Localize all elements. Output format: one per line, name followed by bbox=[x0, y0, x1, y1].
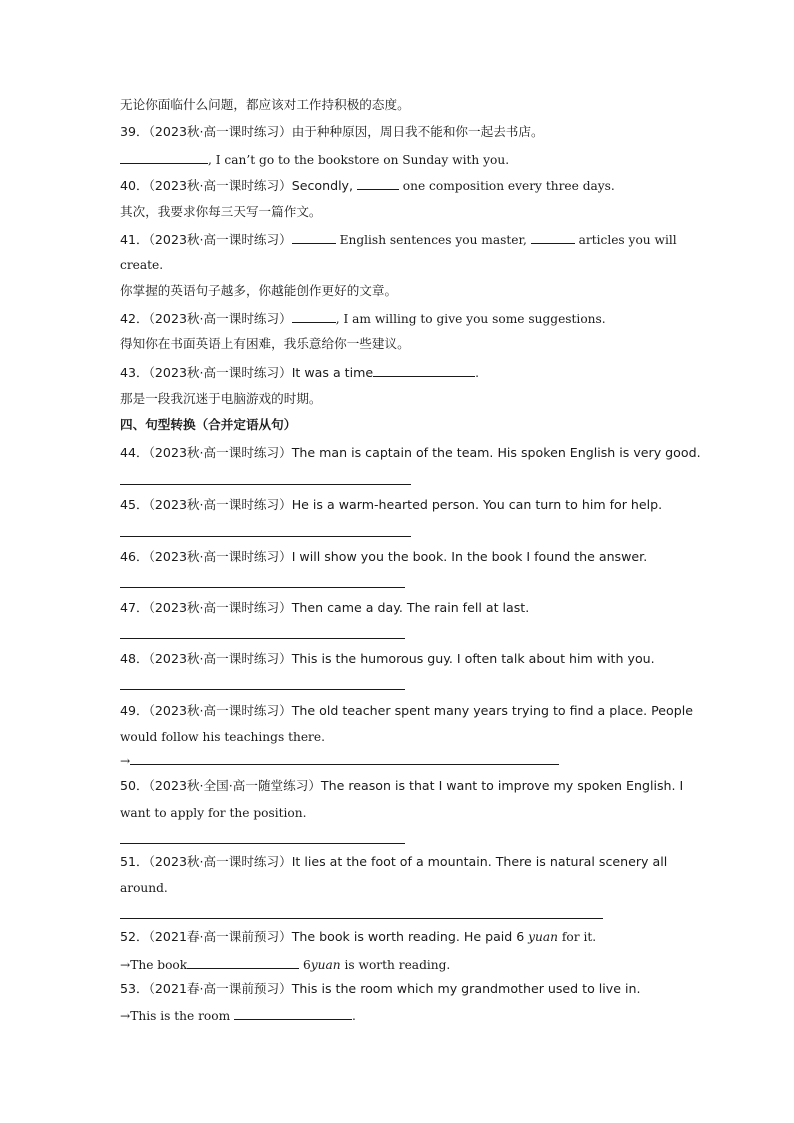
question-39: 39．（2023秋·高一课时练习）由于种种原因，周日我不能和你一起去书店。 bbox=[120, 124, 544, 139]
answer-line[interactable] bbox=[120, 587, 405, 588]
answer-blank[interactable] bbox=[187, 956, 299, 969]
answer-line[interactable] bbox=[120, 484, 411, 485]
question-53: 53．（2021春·高一课前预习）This is the room which my grandmother used to live in. bbox=[120, 981, 641, 996]
question-44: 44．（2023秋·高一课时练习）The man is captain of the team. His spoken English is very good. bbox=[120, 445, 701, 460]
answer-line[interactable] bbox=[120, 843, 405, 844]
question-53-answer: →This is the room . bbox=[120, 1009, 356, 1023]
question-51: 51．（2023秋·高一课时练习）It lies at the foot of a mountain. There is natural scenery all bbox=[120, 854, 668, 869]
question-50: 50．（2023秋·全国·高一随堂练习）The reason is that I want to improve my spoken English. I bbox=[120, 778, 684, 793]
answer-blank[interactable] bbox=[373, 364, 475, 377]
question-49: 49．（2023秋·高一课时练习）The old teacher spent many years trying to find a place. People bbox=[120, 703, 693, 718]
question-52-answer: →The book 6yuan is worth reading. bbox=[120, 958, 451, 972]
translation-line: 无论你面临什么问题，都应该对工作持积极的态度。 bbox=[120, 97, 410, 112]
question-52: 52．（2021春·高一课前预习）The book is worth reading. He paid 6 yuan for it. bbox=[120, 929, 597, 944]
answer-line[interactable] bbox=[120, 536, 411, 537]
question-49-answer: → bbox=[120, 752, 559, 769]
question-43-translation: 那是一段我沉迷于电脑游戏的时期。 bbox=[120, 391, 322, 406]
question-51-continued: around. bbox=[120, 881, 168, 895]
question-42: 42．（2023秋·高一课时练习） , I am willing to give you some suggestions. bbox=[120, 311, 606, 326]
answer-line[interactable] bbox=[120, 638, 405, 639]
answer-line[interactable] bbox=[120, 918, 603, 919]
question-39-answer: , I can’t go to the bookstore on Sunday with you. bbox=[120, 151, 509, 168]
answer-blank[interactable] bbox=[292, 231, 336, 244]
question-50-continued: want to apply for the position. bbox=[120, 806, 307, 820]
answer-blank[interactable] bbox=[531, 231, 575, 244]
answer-blank[interactable] bbox=[120, 151, 208, 164]
question-41-continued: create. bbox=[120, 258, 164, 272]
answer-blank[interactable] bbox=[130, 752, 559, 765]
answer-blank[interactable] bbox=[357, 177, 399, 190]
question-48: 48．（2023秋·高一课时练习）This is the humorous guy. I often talk about him with you. bbox=[120, 651, 655, 666]
question-40: 40．（2023秋·高一课时练习）Secondly, one composition every three days. bbox=[120, 178, 615, 193]
question-45: 45．（2023秋·高一课时练习）He is a warm-hearted person. You can turn to him for help. bbox=[120, 497, 663, 512]
question-49-continued: would follow his teachings there. bbox=[120, 730, 325, 744]
question-41-translation: 你掌握的英语句子越多，你越能创作更好的文章。 bbox=[120, 283, 398, 298]
question-40-translation: 其次，我要求你每三天写一篇作文。 bbox=[120, 204, 322, 219]
question-42-translation: 得知你在书面英语上有困难，我乐意给你一些建议。 bbox=[120, 336, 410, 351]
answer-blank[interactable] bbox=[292, 310, 336, 323]
question-41: 41．（2023秋·高一课时练习） English sentences you master, articles you will bbox=[120, 232, 677, 247]
question-47: 47．（2023秋·高一课时练习）Then came a day. The rain fell at last. bbox=[120, 600, 530, 615]
answer-blank[interactable] bbox=[234, 1007, 352, 1020]
answer-line[interactable] bbox=[120, 689, 405, 690]
question-43: 43．（2023秋·高一课时练习）It was a time . bbox=[120, 365, 480, 380]
section-heading: 四、句型转换（合并定语从句） bbox=[120, 417, 297, 432]
question-46: 46．（2023秋·高一课时练习）I will show you the book. In the book I found the answer. bbox=[120, 549, 648, 564]
